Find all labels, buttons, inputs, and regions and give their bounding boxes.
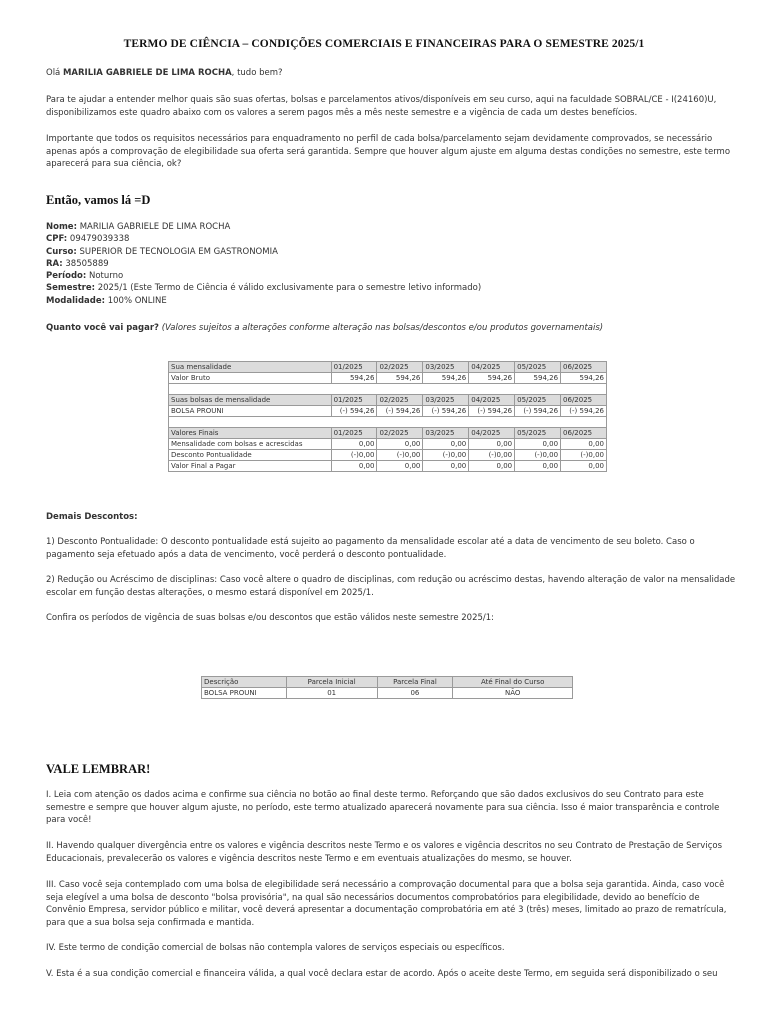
month-header-cell: 05/2025 [515, 362, 561, 373]
section-header-cell: Valores Finais [169, 428, 332, 439]
lembrar-item-3: III. Caso você seja contemplado com uma bolsa de elegibilidade será necessário a comprovação documental para que a bolsa seja garantida. Ainda, caso você seja elegível a uma bolsa de desconto "bolsa provisória", na qual são necessários documentos comprobatórios para elegibilidade, devido ao benefício de Convênio Empresa, servidor público e militar, você deverá apresentar a documentação comprobatória em até 3 (três) meses, limitado ao prazo de rematrícula, para que a sua bolsa seja confirmada e mantida. [46, 880, 727, 928]
row-label-cell: Desconto Pontualidade [169, 450, 332, 461]
demais-descontos-title: Demais Descontos: [46, 512, 138, 522]
value-cell: (-)0,00 [331, 450, 377, 461]
value-cell: 594,26 [377, 373, 423, 384]
value-cell: 0,00 [515, 461, 561, 472]
value-cell: (-)0,00 [561, 450, 607, 461]
table-header-row [169, 362, 607, 373]
value-cell: (-)0,00 [515, 450, 561, 461]
month-header-cell: 06/2025 [561, 428, 607, 439]
value-cell: (-) 594,26 [469, 406, 515, 417]
month-header-cell: 03/2025 [423, 428, 469, 439]
lembrar-item-1: I. Leia com atenção os dados acima e confirme sua ciência no botão ao final deste termo. Reforçando que são dados exclusivos do seu Contrato para este semestre e sempre que houver algum ajuste, no período, este termo atualizado aparecerá novamente para sua ciência. Isso é maior transparência e controle para você! [46, 790, 720, 825]
value-cell: 0,00 [331, 461, 377, 472]
table-row [169, 406, 607, 417]
month-header-cell: 02/2025 [377, 362, 423, 373]
month-header-cell: 05/2025 [515, 428, 561, 439]
student-ra: RA: 38505889 [46, 258, 109, 269]
heading-vale-lembrar: VALE LEMBRAR! [46, 762, 151, 776]
vigencia-cell: NÃO [453, 688, 573, 699]
value-cell: 594,26 [423, 373, 469, 384]
intro-paragraph-2: Importante que todos os requisitos necessários para enquadramento no perfil de cada bolsa/parcelamento sejam devidamente comprovados, se necessário apenas após a comprovação de elegibilidade sua oferta será garantida. Sempre que houver algum ajuste em alguma destas condições no semestre, este termo aparecerá para sua ciência, ok? [46, 134, 731, 169]
month-header-cell: 02/2025 [377, 395, 423, 406]
row-label-cell: Mensalidade com bolsas e acrescidas [169, 439, 332, 450]
confira-text: Confira os períodos de vigência de suas bolsas e/ou descontos que estão válidos neste semestre 2025/1: [46, 613, 495, 623]
value-cell: 0,00 [561, 439, 607, 450]
month-header-cell: 03/2025 [423, 395, 469, 406]
greeting: Olá MARILIA GABRIELE DE LIMA ROCHA, tudo bem? [46, 68, 283, 78]
value-cell: 0,00 [377, 461, 423, 472]
month-header-cell: 04/2025 [469, 362, 515, 373]
value-cell: 0,00 [561, 461, 607, 472]
value-cell: (-)0,00 [423, 450, 469, 461]
value-cell: 0,00 [331, 439, 377, 450]
row-label-cell: Valor Final a Pagar [169, 461, 332, 472]
value-cell: (-) 594,26 [561, 406, 607, 417]
vigencia-cell: 06 [377, 688, 453, 699]
vigencia-header-cell: Até Final do Curso [453, 677, 573, 688]
value-cell: (-)0,00 [469, 450, 515, 461]
value-cell: 0,00 [515, 439, 561, 450]
table-row [202, 688, 573, 699]
spacer-cell [169, 384, 607, 395]
vigencia-cell: BOLSA PROUNI [202, 688, 287, 699]
lembrar-item-5: V. Esta é a sua condição comercial e financeira válida, a qual você declara estar de acordo. Após o aceite deste Termo, em seguida será disponibilizado o seu [46, 969, 718, 979]
document-title: TERMO DE CIÊNCIA – CONDIÇÕES COMERCIAIS E FINANCEIRAS PARA O SEMESTRE 2025/1 [123, 38, 645, 50]
month-header-cell: 05/2025 [515, 395, 561, 406]
financial-table [168, 361, 607, 472]
month-header-cell: 01/2025 [331, 428, 377, 439]
value-cell: (-) 594,26 [331, 406, 377, 417]
value-cell: 0,00 [423, 439, 469, 450]
spacer-cell [169, 417, 607, 428]
table-header-row [169, 395, 607, 406]
student-info [46, 221, 736, 307]
value-cell: 594,26 [469, 373, 515, 384]
month-header-cell: 01/2025 [331, 395, 377, 406]
vigencia-cell: 01 [286, 688, 377, 699]
student-modalidade: Modalidade: 100% ONLINE [46, 295, 167, 306]
student-name-greeting: MARILIA GABRIELE DE LIMA ROCHA [62, 68, 232, 78]
table-row [169, 461, 607, 472]
month-header-cell: 06/2025 [561, 362, 607, 373]
table-header-row [169, 428, 607, 439]
student-cpf: CPF: 09479039338 [46, 234, 130, 245]
vigencia-header-cell: Parcela Final [377, 677, 453, 688]
lembrar-item-4: IV. Este termo de condição comercial de bolsas não contempla valores de serviços especiais ou específicos. [46, 943, 505, 953]
value-cell: 0,00 [423, 461, 469, 472]
section-header-cell: Suas bolsas de mensalidade [169, 395, 332, 406]
table-row [169, 450, 607, 461]
lembrar-item-2: II. Havendo qualquer divergência entre os valores e vigência descritos neste Termo e os valores e vigência descritos no seu Contrato de Prestação de Serviços Educacionais, prevalecerão os valores e vigência descritos neste Termo e em eventuais atualizações do mesmo, se houver. [46, 841, 722, 864]
month-header-cell: 04/2025 [469, 428, 515, 439]
section-header-cell: Sua mensalidade [169, 362, 332, 373]
value-cell: (-)0,00 [377, 450, 423, 461]
value-cell: (-) 594,26 [423, 406, 469, 417]
table-spacer-row [169, 417, 607, 428]
month-header-cell: 02/2025 [377, 428, 423, 439]
month-header-cell: 04/2025 [469, 395, 515, 406]
table-spacer-row [169, 384, 607, 395]
vigencia-header-cell: Parcela Inicial [286, 677, 377, 688]
student-semestre: Semestre: 2025/1 (Este Termo de Ciência é válido exclusivamente para o semestre letivo informado) [46, 283, 482, 294]
value-cell: 594,26 [561, 373, 607, 384]
value-cell: 594,26 [331, 373, 377, 384]
table-row [169, 373, 607, 384]
row-label-cell: Valor Bruto [169, 373, 332, 384]
table-row [169, 439, 607, 450]
heading-vamos-la: Então, vamos lá =D [46, 193, 151, 207]
student-curso: Curso: SUPERIOR DE TECNOLOGIA EM GASTRONOMIA [46, 246, 278, 257]
desconto-pontualidade: 1) Desconto Pontualidade: O desconto pontualidade está sujeito ao pagamento da mensalidade escolar até a data de vencimento de seu boleto. Caso o pagamento seja efetuado após a data de vencimento, você perderá o desconto pontualidade. [46, 537, 695, 560]
value-cell: (-) 594,26 [377, 406, 423, 417]
vigencia-header-cell: Descrição [202, 677, 287, 688]
value-cell: 0,00 [377, 439, 423, 450]
value-cell: (-) 594,26 [515, 406, 561, 417]
payment-question: Quanto você vai pagar? (Valores sujeitos a alterações conforme alteração nas bolsas/descontos e/ou produtos governamentais) [46, 323, 604, 333]
desconto-disciplinas: 2) Redução ou Acréscimo de disciplinas: Caso você altere o quadro de disciplinas, com redução ou acréscimo destas, havendo alteração de valor na mensalidade escolar em função destas alterações, o mesmo estará disponível em 2025/1. [46, 575, 736, 598]
student-periodo: Período: Noturno [46, 271, 124, 282]
student-nome: Nome: MARILIA GABRIELE DE LIMA ROCHA [46, 222, 231, 232]
month-header-cell: 06/2025 [561, 395, 607, 406]
table-header-row [202, 677, 573, 688]
row-label-cell: BOLSA PROUNI [169, 406, 332, 417]
vigencia-table [201, 676, 573, 699]
intro-paragraph-1: Para te ajudar a entender melhor quais são suas ofertas, bolsas e parcelamentos ativos/disponíveis em seu curso, aqui na faculdade SOBRAL/CE - I(24160)U, disponibilizamos este quadro abaixo com os valores a serem pagos mês a mês neste semestre e a vigência de cada um destes benefícios. [46, 95, 717, 118]
value-cell: 594,26 [515, 373, 561, 384]
month-header-cell: 03/2025 [423, 362, 469, 373]
month-header-cell: 01/2025 [331, 362, 377, 373]
value-cell: 0,00 [469, 439, 515, 450]
value-cell: 0,00 [469, 461, 515, 472]
